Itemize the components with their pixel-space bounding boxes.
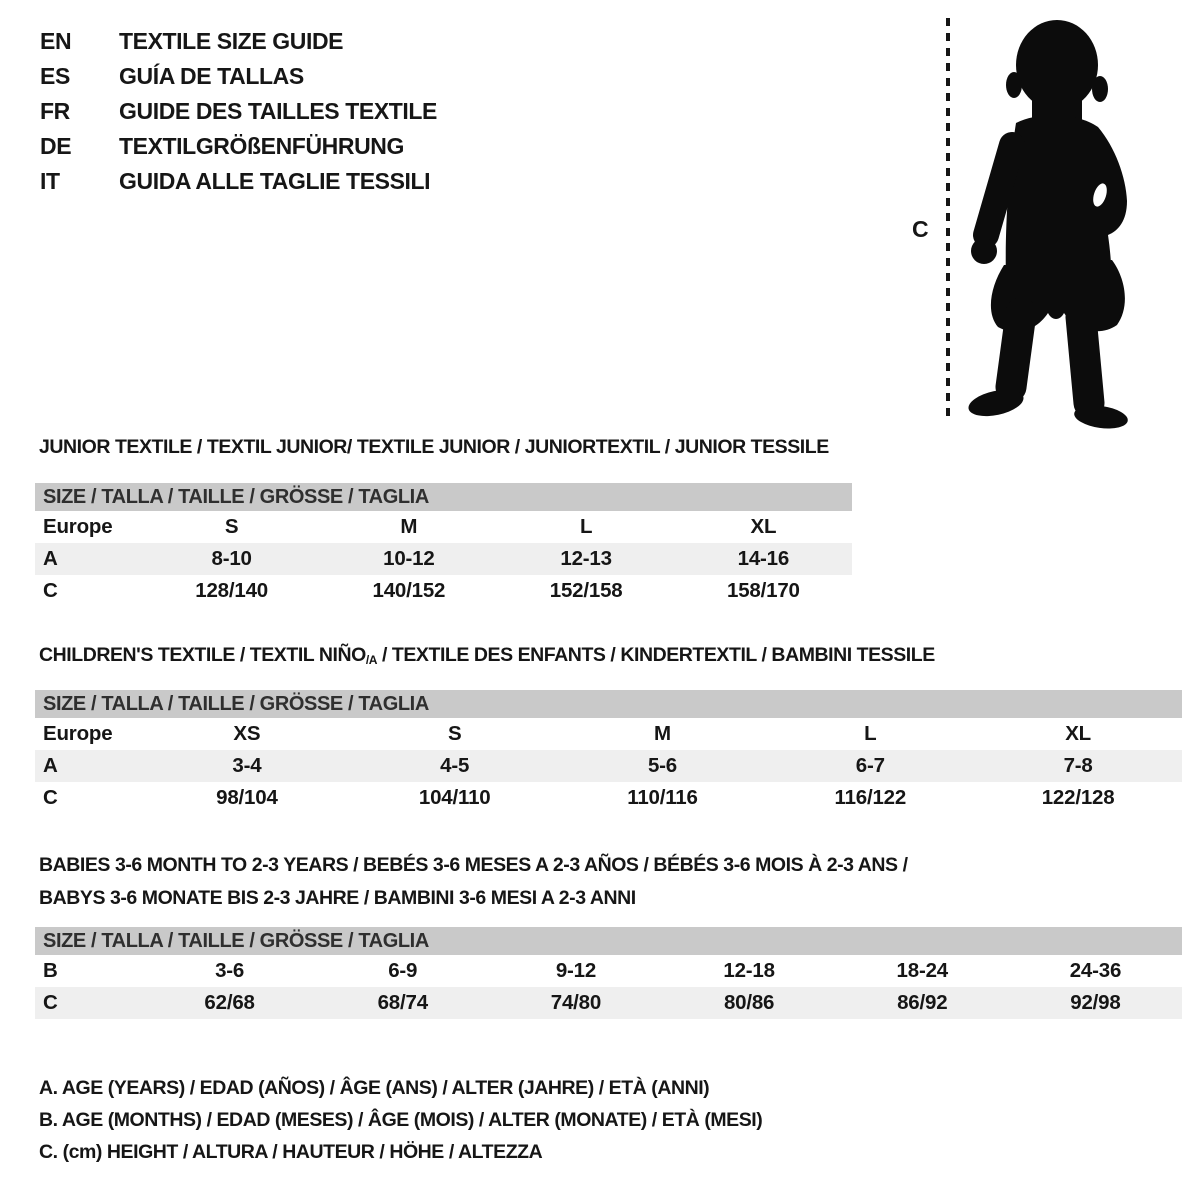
- age-cell: 10-12: [383, 547, 435, 570]
- baby-silhouette-icon: [960, 15, 1140, 435]
- age-cell: 4-5: [440, 754, 470, 777]
- age-cell: 14-16: [737, 547, 790, 570]
- babies-title-line1: BABIES 3-6 MONTH TO 2-3 YEARS / BEBÉS 3-6 MESES A 2-3 AÑOS / BÉBÉS 3-6 MOIS À 2-3 ANS /: [39, 854, 908, 876]
- row-label: Europe: [43, 722, 113, 745]
- size-cell: XS: [233, 722, 261, 745]
- lang-code: EN: [40, 28, 72, 54]
- table-row: [35, 543, 852, 575]
- height-cell: 62/68: [204, 991, 255, 1014]
- row-label: C: [43, 579, 58, 602]
- age-cell: 6-9: [388, 959, 418, 982]
- age-cell: 9-12: [555, 959, 597, 982]
- size-cell: L: [579, 515, 593, 538]
- lang-row-fr: [40, 94, 437, 129]
- age-cell: 6-7: [855, 754, 885, 777]
- size-cell: M: [400, 515, 418, 538]
- babies-size-table: [35, 927, 1182, 1019]
- table-row: [35, 782, 1182, 814]
- table-row: [35, 955, 1182, 987]
- lang-title: GUIDE DES TAILLES TEXTILE: [119, 98, 437, 124]
- row-label: C: [43, 991, 58, 1014]
- lang-row-es: [40, 59, 437, 94]
- row-label: A: [43, 754, 58, 777]
- age-cell: 24-36: [1069, 959, 1122, 982]
- row-label: C: [43, 786, 58, 809]
- height-cell: 116/122: [834, 786, 907, 809]
- age-cell: 12-13: [560, 547, 612, 570]
- size-cell: S: [224, 515, 239, 538]
- row-label: Europe: [43, 515, 113, 538]
- children-size-table: [35, 690, 1182, 814]
- height-cell: 158/170: [727, 579, 800, 602]
- lang-title: TEXTILE SIZE GUIDE: [119, 28, 344, 54]
- table-row: [35, 575, 852, 607]
- age-cell: 18-24: [896, 959, 948, 982]
- row-label: B: [43, 959, 58, 982]
- height-cell: 98/104: [216, 786, 278, 809]
- children-size-header: SIZE / TALLA / TAILLE / GRÖSSE / TAGLIA: [35, 690, 1182, 718]
- height-cell: 128/140: [195, 579, 268, 602]
- height-cell: 68/74: [377, 991, 428, 1014]
- legend-line-a: A. AGE (YEARS) / EDAD (AÑOS) / ÂGE (ANS) / ALTER (JAHRE) / ETÀ (ANNI): [39, 1076, 710, 1099]
- children-title-sub: /A: [365, 653, 377, 667]
- height-measure-label: C: [912, 216, 929, 242]
- babies-title-line2: BABYS 3-6 MONATE BIS 2-3 JAHRE / BAMBINI 3-6 MESI A 2-3 ANNI: [39, 887, 636, 909]
- children-title-prefix: CHILDREN'S TEXTILE / TEXTIL NIÑO: [39, 644, 366, 666]
- children-title-suffix: / TEXTILE DES ENFANTS / KINDERTEXTIL / BAMBINI TESSILE: [377, 644, 935, 666]
- legend-line-c: C. (cm) HEIGHT / ALTURA / HAUTEUR / HÖHE / ALTEZZA: [39, 1140, 543, 1163]
- junior-size-header: SIZE / TALLA / TAILLE / GRÖSSE / TAGLIA: [35, 483, 852, 511]
- size-cell: M: [654, 722, 671, 745]
- babies-size-header: SIZE / TALLA / TAILLE / GRÖSSE / TAGLIA: [35, 927, 1182, 955]
- age-cell: 3-4: [232, 754, 262, 777]
- lang-code: DE: [40, 133, 72, 159]
- lang-code: ES: [40, 63, 70, 89]
- age-cell: 7-8: [1063, 754, 1093, 777]
- table-row: [35, 511, 852, 543]
- size-cell: XL: [1065, 722, 1091, 745]
- measure-legend: [39, 1072, 762, 1168]
- junior-size-table: [35, 483, 852, 607]
- size-cell: L: [864, 722, 877, 745]
- age-cell: 8-10: [211, 547, 252, 570]
- height-cell: 104/110: [418, 786, 491, 809]
- height-cell: 110/116: [627, 786, 698, 809]
- lang-title: TEXTILGRÖßENFÜHRUNG: [119, 133, 404, 159]
- lang-code: FR: [40, 98, 70, 124]
- height-cell: 92/98: [1070, 991, 1121, 1014]
- junior-section-title: JUNIOR TEXTILE / TEXTIL JUNIOR/ TEXTILE JUNIOR / JUNIORTEXTIL / JUNIOR TESSILE: [39, 436, 829, 458]
- row-label: A: [43, 547, 58, 570]
- height-cell: 80/86: [723, 991, 775, 1014]
- size-cell: XL: [750, 515, 777, 538]
- height-cell: 122/128: [1041, 786, 1115, 809]
- babies-section-title: [39, 849, 908, 915]
- age-cell: 5-6: [647, 754, 677, 777]
- table-row: [35, 750, 1182, 782]
- lang-row-de: [40, 129, 437, 164]
- lang-row-en: [40, 24, 437, 59]
- table-row: [35, 718, 1182, 750]
- height-cell: 140/152: [372, 579, 446, 602]
- lang-title: GUÍA DE TALLAS: [119, 63, 304, 89]
- lang-row-it: [40, 164, 437, 199]
- age-cell: 12-18: [723, 959, 775, 982]
- height-cell: 152/158: [549, 579, 623, 602]
- language-title-list: [40, 24, 437, 199]
- lang-title: GUIDA ALLE TAGLIE TESSILI: [119, 168, 431, 194]
- height-measure-dashed-line: [946, 18, 950, 416]
- lang-code: IT: [40, 168, 60, 194]
- height-cell: 86/92: [897, 991, 948, 1014]
- children-section-title: [39, 644, 935, 667]
- age-cell: 3-6: [215, 959, 245, 982]
- legend-line-b: B. AGE (MONTHS) / EDAD (MESES) / ÂGE (MOIS) / ALTER (MONATE) / ETÀ (MESI): [39, 1108, 763, 1131]
- size-cell: S: [447, 722, 462, 745]
- table-row: [35, 987, 1182, 1019]
- height-cell: 74/80: [550, 991, 602, 1014]
